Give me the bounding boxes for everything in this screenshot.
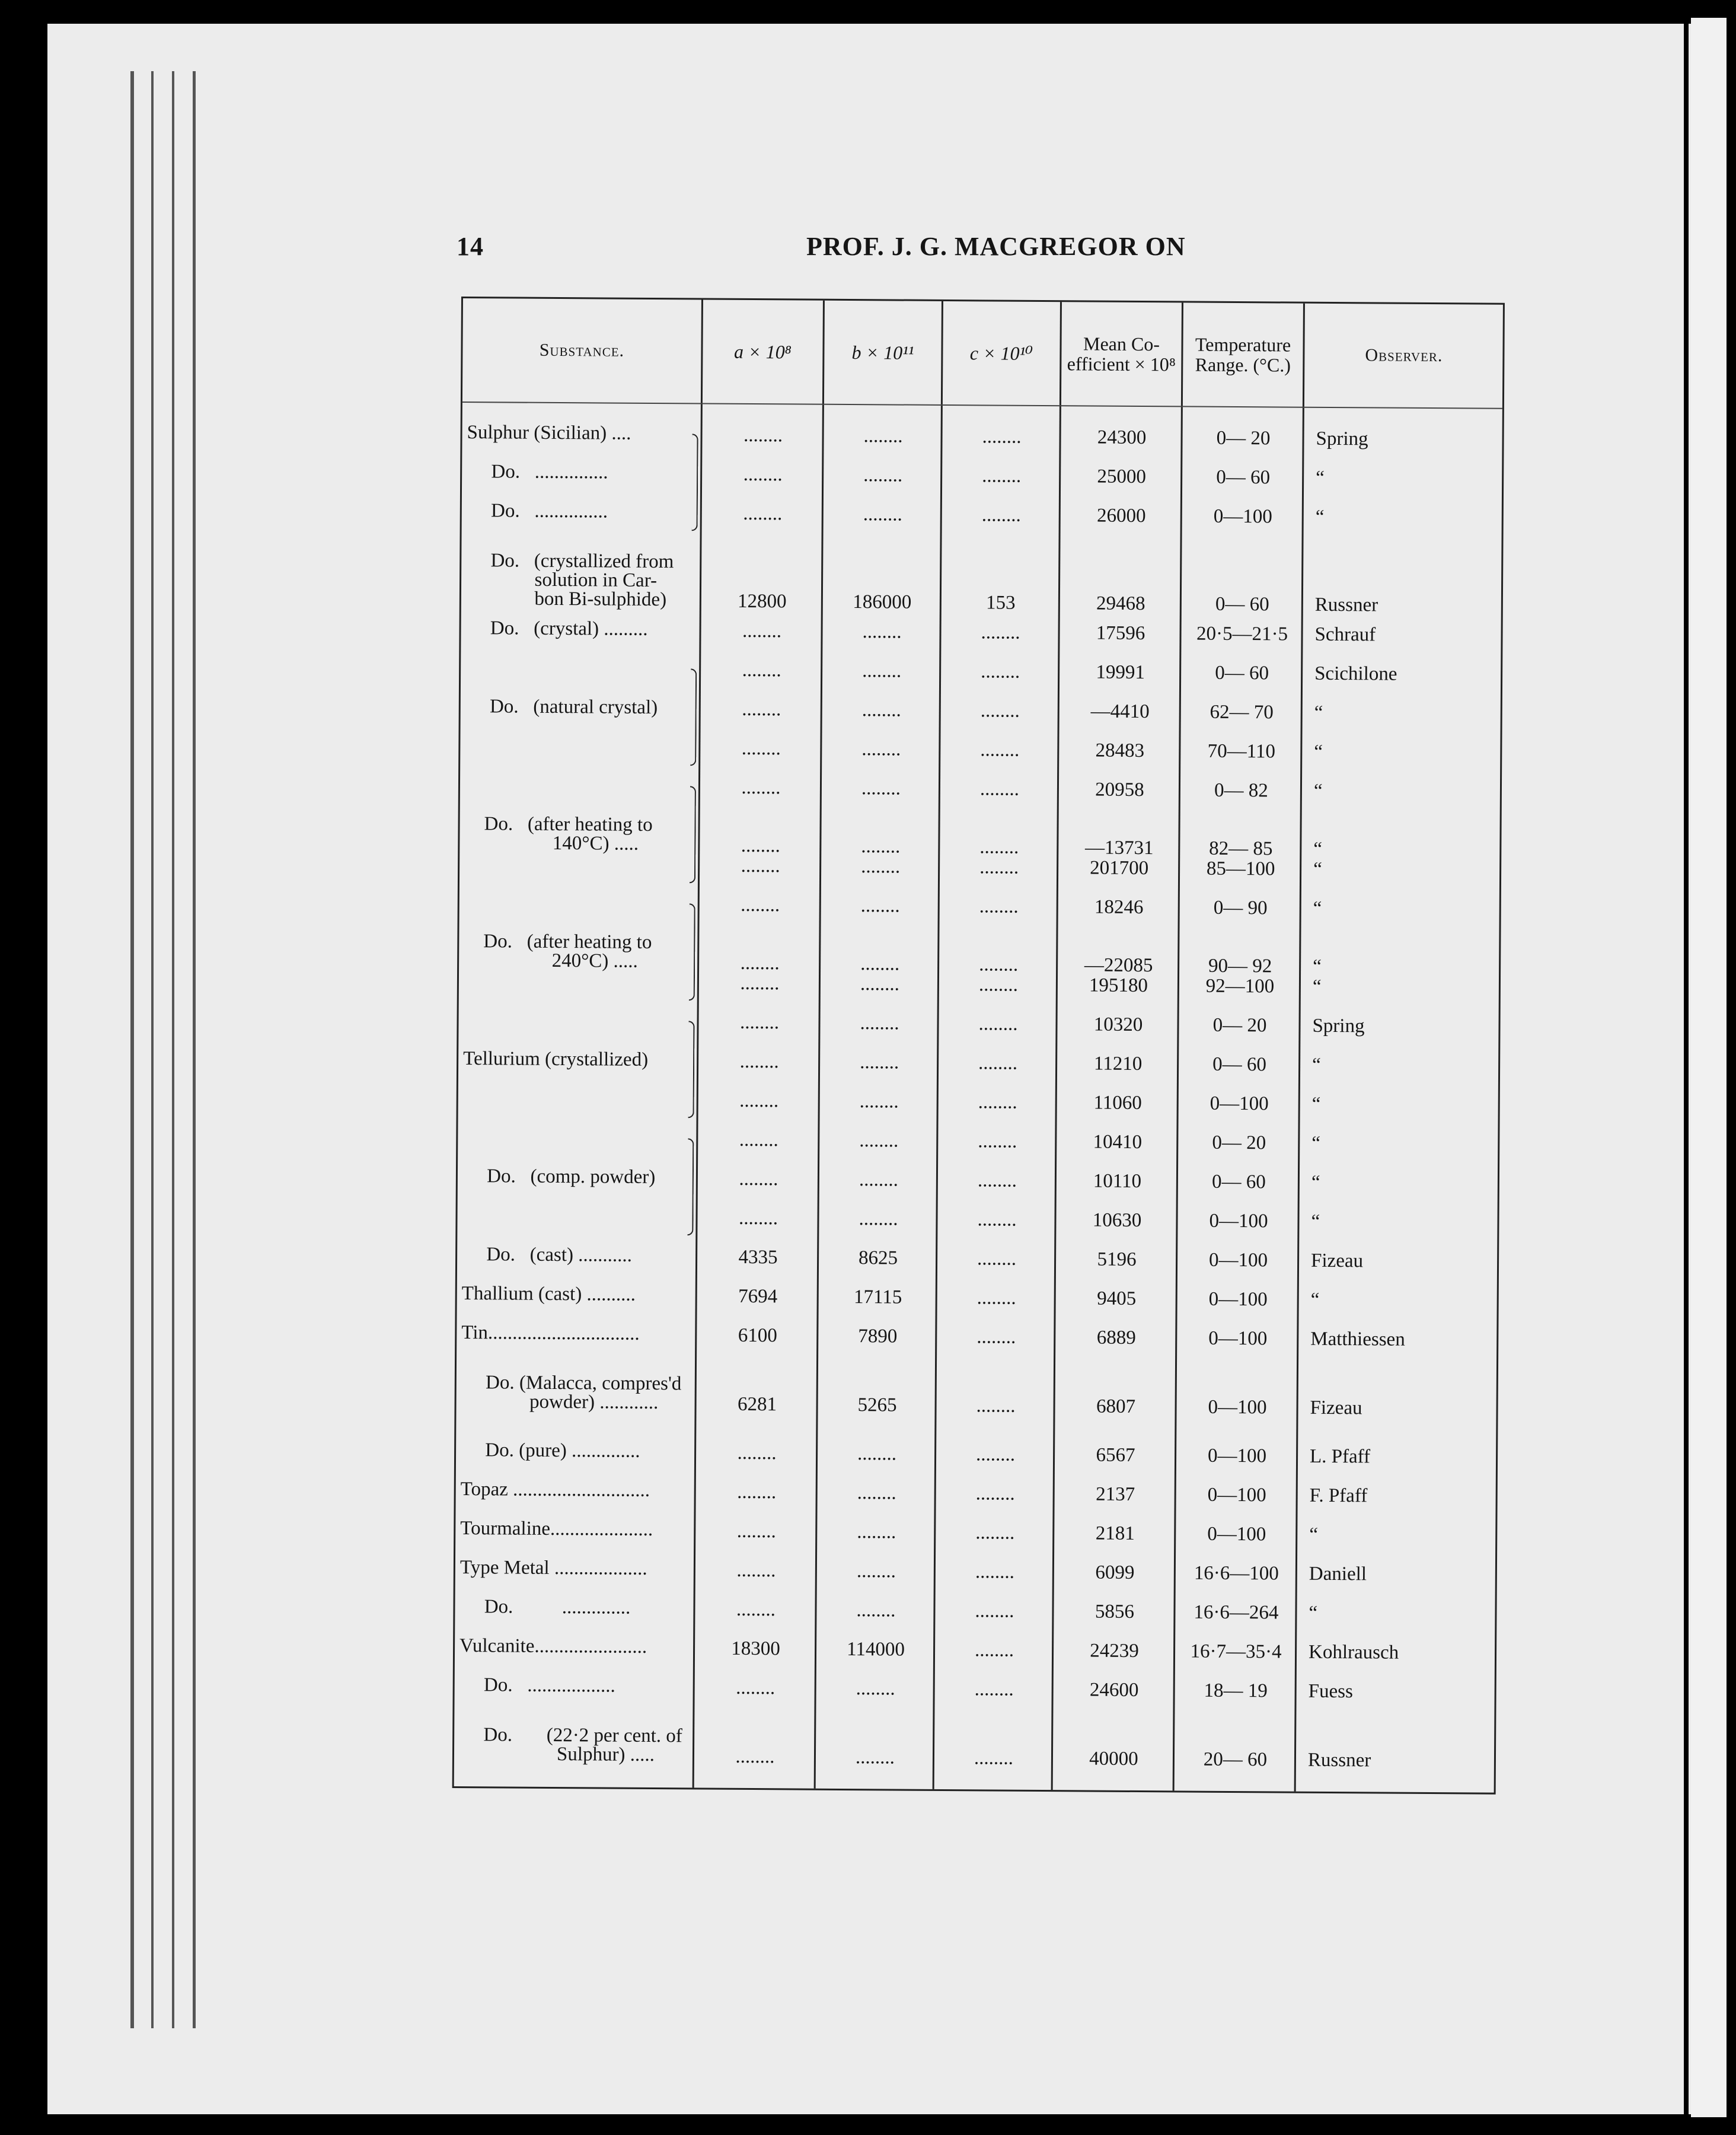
table-row [460,813,1500,860]
cell-substance [463,1088,697,1089]
cell-a: ........ [741,855,780,877]
cell-observer: Kohlrausch [1308,1641,1399,1664]
group-brace [690,786,696,883]
cell-a: ........ [741,894,780,916]
table-row [457,1283,1497,1311]
cell-a: ........ [737,1442,777,1464]
cell-observer: “ [1313,838,1323,860]
cell-temperature-range: 20·5—21·5 [1196,623,1288,645]
cell-observer: Daniell [1309,1563,1367,1585]
cell-substance: Do. (after heating to 140°C) ..... [464,813,653,855]
cell-mean-coefficient: 10410 [1093,1131,1143,1153]
cell-c: ........ [979,836,1019,858]
cell-substance: Do. (cast) ........... [462,1244,633,1266]
cell-c: ........ [979,778,1020,800]
cell-temperature-range: 0—100 [1207,1445,1267,1467]
cell-temperature-range: 62— 70 [1210,701,1274,724]
cell-c: ........ [975,1483,1015,1505]
cell-b: 186000 [853,591,912,613]
next-page-edge [1691,18,1727,2117]
cell-a: ........ [739,1050,779,1073]
column-header-b: b × 10¹¹ [851,342,914,364]
cell-temperature-range: 0—100 [1209,1210,1268,1232]
cell-a: ........ [739,1011,780,1034]
table-row [456,1439,1496,1468]
cell-temperature-range: 82— 85 [1209,837,1273,860]
cell-mean-coefficient: 6807 [1096,1395,1136,1417]
cell-substance: Do. (crystal) ......... [465,617,648,640]
cell-observer: F. Pfaff [1309,1484,1368,1507]
cell-b: 17115 [853,1286,902,1308]
cell-temperature-range: 0— 60 [1215,593,1269,616]
cell-b: ........ [861,777,901,799]
cell-b: 8625 [858,1247,898,1269]
cell-a: ........ [737,1481,777,1503]
cell-c: ........ [976,1287,1016,1309]
cell-c: ........ [977,1170,1017,1191]
cell-a: 6100 [738,1324,777,1347]
cell-mean-coefficient: 10320 [1093,1014,1143,1036]
cell-b: ........ [860,953,900,975]
cell-observer: “ [1312,1054,1321,1076]
cell-mean-coefficient: 29468 [1096,592,1145,615]
cell-mean-coefficient: 25000 [1097,466,1147,488]
cell-c: ........ [978,1013,1018,1035]
page-edge-line [151,71,154,2028]
table-row [460,736,1500,763]
page-header [457,231,1298,273]
cell-mean-coefficient: 6567 [1096,1444,1135,1466]
cell-observer: “ [1314,741,1323,763]
cell-temperature-range: 0— 60 [1216,466,1271,489]
table-row [461,696,1501,724]
cell-a: ........ [739,1168,778,1190]
cell-substance: Topaz ............................ [460,1478,650,1501]
cell-temperature-range: 70—110 [1207,740,1276,763]
table-row [461,550,1501,616]
cell-temperature-range: 16·6—264 [1194,1601,1279,1624]
cell-b: ........ [856,1560,896,1582]
cell-a: ........ [736,1559,776,1582]
cell-temperature-range: 0— 60 [1211,1171,1266,1193]
cell-observer: “ [1309,1524,1319,1546]
cell-a: ........ [741,737,781,760]
cell-mean-coefficient: 26000 [1096,505,1146,527]
cell-temperature-range: 0— 90 [1213,897,1268,919]
cell-b: ........ [861,699,901,721]
cell-observer: “ [1312,976,1322,998]
cell-b: ........ [860,1051,899,1073]
cell-b: ........ [861,856,901,878]
cell-b: ........ [859,1130,899,1152]
cell-a: ........ [743,424,783,447]
cell-observer: Fizeau [1310,1250,1364,1272]
cell-substance: Do. (Malacca, compres'd powder) ............ [461,1372,682,1414]
cell-substance [462,1206,697,1207]
cell-mean-coefficient: 20958 [1095,779,1144,801]
cell-mean-coefficient: 195180 [1089,974,1148,997]
cell-observer: “ [1309,1602,1318,1624]
cell-c: ........ [979,856,1019,878]
table-row [459,1010,1499,1037]
cell-observer: “ [1313,955,1322,977]
cell-observer: L. Pfaff [1309,1445,1371,1468]
table-row [459,893,1499,919]
cell-temperature-range: 0—100 [1208,1327,1268,1350]
table-row [457,1322,1496,1350]
cell-a: 12800 [738,590,787,613]
cell-c: ........ [975,1522,1015,1544]
cell-temperature-range: 16·6—100 [1194,1562,1279,1585]
cell-mean-coefficient: 19991 [1096,661,1145,684]
cell-a: ........ [743,463,783,486]
cell-substance: Do. .............. [459,1596,631,1618]
cell-substance: Do. .................. [459,1674,615,1697]
cell-b: 114000 [847,1639,905,1661]
cell-observer: Russner [1314,594,1378,616]
cell-a: ........ [740,952,780,974]
table-row [458,1165,1498,1193]
cell-observer: Matthiessen [1310,1328,1405,1350]
cell-b: ........ [856,1599,896,1621]
cell-a: ........ [741,834,780,857]
table-row [454,1724,1494,1771]
cell-temperature-range: 0—100 [1208,1249,1268,1272]
cell-c: ........ [974,1747,1014,1769]
cell-substance [465,658,700,659]
cell-mean-coefficient: 6889 [1096,1327,1136,1349]
cell-temperature-range: 0—100 [1213,505,1272,528]
cell-observer: Spring [1312,1015,1365,1037]
cell-a: ........ [742,698,781,721]
cell-b: ........ [861,836,901,858]
cell-a: ........ [741,776,781,799]
cell-observer: Schrauf [1314,623,1376,646]
cell-c: ........ [978,1130,1017,1152]
cell-temperature-range: 16·7—35·4 [1190,1640,1282,1663]
cell-c: ........ [981,661,1020,683]
cell-c: ........ [979,954,1019,976]
cell-a: ........ [742,620,782,642]
cell-b: 5265 [857,1394,897,1416]
table-row [458,1127,1498,1154]
cell-a: ........ [739,1129,778,1151]
table-row [457,1372,1496,1419]
page-gutter [1684,0,1689,2135]
cell-observer: Fizeau [1310,1397,1362,1419]
cell-mean-coefficient: —13731 [1084,837,1154,859]
cell-b: ........ [857,1521,896,1543]
cell-mean-coefficient: 9405 [1097,1288,1137,1309]
cell-c: ........ [981,622,1020,643]
cell-b: ........ [863,504,902,525]
table-row [462,461,1502,489]
cell-mean-coefficient: 2181 [1095,1522,1135,1544]
group-brace [690,668,697,766]
page-number: 14 [457,232,484,261]
cell-b: ........ [860,1012,899,1034]
page-edge-line [193,71,196,2028]
cell-c: ........ [982,426,1022,448]
cell-substance: Do. (natural crystal) [465,696,658,719]
cell-temperature-range: 0— 60 [1215,662,1269,684]
cell-temperature-range: 0— 20 [1212,1014,1267,1037]
cell-observer: “ [1310,1289,1320,1311]
cell-a: 7694 [738,1285,778,1308]
table-row [462,422,1502,450]
group-brace [692,434,698,531]
cell-temperature-range: 0— 20 [1212,1132,1266,1154]
cell-mean-coefficient: 24239 [1090,1640,1139,1662]
cell-b: ........ [863,464,903,486]
cell-temperature-range: 92—100 [1205,975,1275,998]
table-row [455,1635,1495,1664]
cell-substance: Type Metal ................... [459,1557,647,1579]
column-header-observer: Observer. [1365,345,1443,366]
cell-b: ........ [857,1482,896,1504]
cell-substance [464,893,698,894]
cell-substance: Do. (pure) .............. [461,1439,640,1462]
group-brace [689,903,695,1000]
cell-substance: Do. ............... [467,461,608,483]
cell-observer: “ [1311,1210,1320,1232]
cell-observer: “ [1315,506,1325,528]
cell-a: ........ [735,1745,775,1768]
cell-mean-coefficient: 18246 [1094,896,1144,919]
cell-substance: Do. (22·2 per cent. of Sulphur) ..... [458,1724,682,1766]
cell-a: 6281 [737,1393,777,1416]
cell-observer: “ [1313,858,1322,880]
cell-mean-coefficient: 24600 [1089,1679,1139,1701]
cell-c: ........ [978,1091,1017,1113]
cell-c: ........ [980,739,1020,761]
cell-mean-coefficient: 40000 [1089,1748,1138,1770]
cell-mean-coefficient: 2137 [1096,1483,1135,1505]
cell-observer: “ [1316,467,1325,489]
table-row [462,500,1502,528]
cell-b: ........ [861,738,901,760]
table-row [458,1206,1498,1232]
cell-b: ........ [855,1747,895,1768]
column-header-c: c × 10¹⁰ [969,342,1033,364]
cell-substance: Tellurium (crystallized) [463,1048,649,1070]
cell-a: ........ [742,659,781,681]
cell-temperature-range: 0—100 [1210,1092,1269,1115]
table-row [455,1674,1495,1703]
cell-c: ........ [982,465,1022,487]
cell-observer: “ [1313,780,1323,802]
group-brace [688,1021,695,1118]
cell-mean-coefficient: 11210 [1093,1053,1143,1075]
table-row [455,1557,1495,1585]
table-row [460,775,1500,802]
cell-observer: “ [1313,897,1322,919]
cell-mean-coefficient: 17596 [1096,622,1145,645]
cell-c: ........ [975,1600,1014,1622]
cell-b: ........ [856,1678,895,1700]
cell-mean-coefficient: —4410 [1090,700,1150,723]
cell-a: ........ [739,1089,779,1112]
table-row [456,1478,1496,1507]
cell-a: ........ [736,1520,776,1543]
cell-c: ........ [975,1561,1014,1583]
cell-c: ........ [979,896,1019,917]
cell-temperature-range: 0— 20 [1216,427,1271,450]
table-row [458,1088,1498,1115]
cell-b: ........ [863,425,903,447]
cell-c: ........ [980,700,1020,722]
cell-a: 4335 [738,1246,778,1269]
column-header-temperature: Temperature Range. (°C.) [1195,333,1291,376]
cell-c: ........ [981,504,1021,526]
table-row [461,658,1501,685]
cell-a: ........ [736,1677,776,1699]
cell-observer: “ [1311,1093,1321,1115]
cell-mean-coefficient: 10110 [1093,1170,1142,1193]
cell-a: ........ [736,1598,776,1621]
cell-a: 18300 [731,1637,780,1660]
page-edge-line [130,71,134,2028]
cell-a: ........ [738,1207,778,1229]
cell-temperature-range: 18— 19 [1204,1680,1268,1702]
cell-b: ........ [860,973,900,995]
cell-b: 7890 [858,1325,898,1347]
cell-temperature-range: 0— 82 [1214,779,1268,802]
cell-b: ........ [860,895,900,917]
cell-c: ........ [974,1639,1014,1661]
cell-b: ........ [859,1169,899,1191]
cell-mean-coefficient: 6099 [1095,1562,1135,1583]
cell-substance: Vulcanite....................... [459,1635,647,1658]
cell-substance: Tin............................... [461,1322,640,1344]
cell-c: ........ [976,1248,1017,1270]
cell-substance: Sulphur (Sicilian) .... [467,422,631,444]
cell-observer: Scichilone [1314,662,1397,685]
cell-mean-coefficient: 11060 [1093,1092,1142,1114]
cell-mean-coefficient: 201700 [1090,857,1149,880]
cell-b: ........ [862,660,902,682]
table-row [455,1518,1495,1546]
cell-c: ........ [978,1052,1018,1074]
cell-substance: Thallium (cast) .......... [461,1283,636,1305]
group-brace [687,1138,694,1235]
cell-observer: “ [1314,702,1323,724]
cell-substance: Do. (crystallized from solution in Car- bon Bi-sulphide) [465,550,674,611]
cell-c: 153 [986,592,1016,614]
data-table [452,297,1505,1795]
cell-substance: Do. (comp. powder) [462,1165,656,1188]
cell-temperature-range: 0—100 [1207,1484,1266,1506]
column-header-substance: Substance. [539,340,625,361]
cell-observer: “ [1311,1132,1321,1154]
cell-a: ........ [740,972,780,995]
table-row [459,931,1499,977]
cell-temperature-range: 20— 60 [1203,1748,1268,1771]
cell-a: ........ [743,502,783,525]
cell-mean-coefficient: 28483 [1095,740,1145,762]
cell-b: ........ [859,1208,898,1230]
cell-temperature-range: 85—100 [1206,858,1275,880]
table-row [455,1596,1495,1624]
cell-b: ........ [857,1443,897,1465]
cell-temperature-range: 0— 60 [1212,1053,1267,1076]
running-title: PROF. J. G. MACGREGOR ON [806,232,1186,261]
cell-temperature-range: 0—100 [1208,1288,1268,1311]
cell-mean-coefficient: —22085 [1084,954,1153,977]
table-row [461,617,1501,646]
cell-c: ........ [974,1678,1014,1700]
table-row [458,1048,1498,1076]
column-header-mean: Mean Co-efficient × 10⁸ [1067,333,1176,375]
cell-c: ........ [978,974,1019,996]
cell-c: ........ [976,1326,1016,1348]
cell-mean-coefficient: 5196 [1097,1248,1137,1270]
cell-substance [464,1010,698,1011]
cell-substance: Do. ............... [466,500,608,522]
cell-c: ........ [976,1395,1016,1417]
cell-substance: Tourmaline..................... [460,1518,653,1541]
cell-substance: Do. (after heating to 240°C) ..... [464,931,652,972]
page-edge-line [172,71,174,2028]
cell-observer: Spring [1316,428,1368,450]
cell-mean-coefficient: 10630 [1092,1209,1142,1232]
cell-observer: Fuess [1308,1680,1353,1703]
cell-mean-coefficient: 24300 [1097,426,1147,449]
table-row [457,1244,1497,1272]
cell-b: ........ [859,1091,899,1113]
cell-temperature-range: 0—100 [1207,1523,1266,1546]
column-header-a: a × 10⁸ [733,340,792,363]
cell-mean-coefficient: 5856 [1094,1601,1135,1623]
cell-c: ........ [975,1443,1016,1465]
cell-temperature-range: 0—100 [1208,1396,1267,1419]
cell-observer: “ [1311,1171,1320,1193]
cell-substance [465,775,699,776]
cell-c: ........ [977,1209,1017,1231]
cell-b: ........ [862,621,902,643]
cell-substance [465,736,699,737]
cell-substance [462,1127,697,1129]
cell-temperature-range: 90— 92 [1208,955,1272,977]
cell-observer: Russner [1307,1749,1371,1771]
